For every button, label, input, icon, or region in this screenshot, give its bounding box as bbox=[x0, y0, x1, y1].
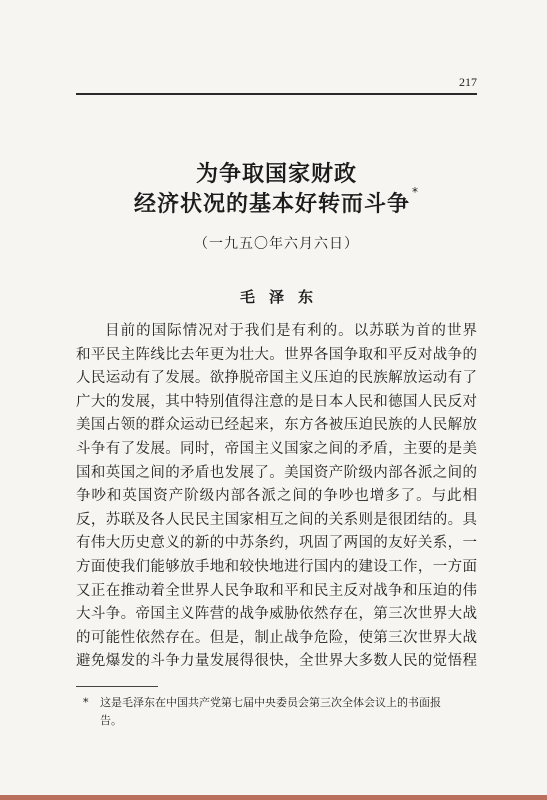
footnote-line-1: 这是毛泽东在中国共产党第七届中央委员会第三次全体会议上的书面报 bbox=[100, 696, 441, 709]
date-line: （一九五〇年六月六日） bbox=[194, 236, 359, 252]
footnote-mark: * bbox=[83, 696, 89, 709]
footnote-line-2: 告。 bbox=[100, 714, 122, 727]
body-line: 和平民主阵线比去年更为壮大。世界各国争取和平反对战争的 bbox=[76, 346, 477, 363]
body-line: 的可能性依然存在。但是，制止战争危险，使第三次世界大战 bbox=[76, 629, 477, 646]
body-line: 国和英国之间的矛盾也发展了。美国资产阶级内部各派之间的 bbox=[76, 464, 477, 481]
body-line: 广大的发展，其中特别值得注意的是日本人民和德国人民反对 bbox=[76, 393, 477, 410]
footnote-rule bbox=[76, 686, 158, 687]
body-line: 人民运动有了发展。欲挣脱帝国主义压迫的民族解放运动有了 bbox=[76, 370, 477, 387]
page-number: 217 bbox=[459, 75, 477, 89]
body-line: 大斗争。帝国主义阵营的战争威胁依然存在，第三次世界大战 bbox=[76, 606, 477, 623]
footnote bbox=[83, 694, 477, 730]
title-line-2-text: 经济状况的基本好转而斗争 bbox=[133, 192, 410, 217]
page-bottom-edge bbox=[0, 795, 547, 800]
body-line: 美国占领的群众运动已经起来，东方各被压迫民族的人民解放 bbox=[76, 417, 477, 434]
title-footnote-mark: * bbox=[412, 185, 419, 199]
body-line: 目前的国际情况对于我们是有利的。以苏联为首的世界 bbox=[105, 323, 477, 339]
header-rule bbox=[76, 93, 477, 95]
body-text bbox=[76, 320, 477, 674]
body-line: 斗争有了发展。同时，帝国主义国家之间的矛盾，主要的是美 bbox=[76, 440, 477, 457]
body-line: 避免爆发的斗争力量发展得很快，全世界大多数人民的觉悟程 bbox=[76, 653, 477, 670]
title-line-2 bbox=[76, 187, 477, 218]
body-line: 争吵和英国资产阶级内部各派之间的争吵也增多了。与此相 bbox=[76, 488, 477, 505]
body-line: 有伟大历史意义的新的中苏条约，巩固了两国的友好关系，一 bbox=[76, 535, 477, 552]
body-line: 反，苏联及各人民民主国家相互之间的关系则是很团结的。具 bbox=[76, 511, 477, 528]
body-line: 又正在推动着全世界人民争取和平和民主反对战争和压迫的伟 bbox=[76, 582, 477, 599]
title-line-1: 为争取国家财政 bbox=[195, 162, 357, 187]
author-name: 毛泽东 bbox=[239, 288, 327, 306]
body-line: 方面使我们能够放手地和较快地进行国内的建设工作，一方面 bbox=[76, 558, 477, 575]
